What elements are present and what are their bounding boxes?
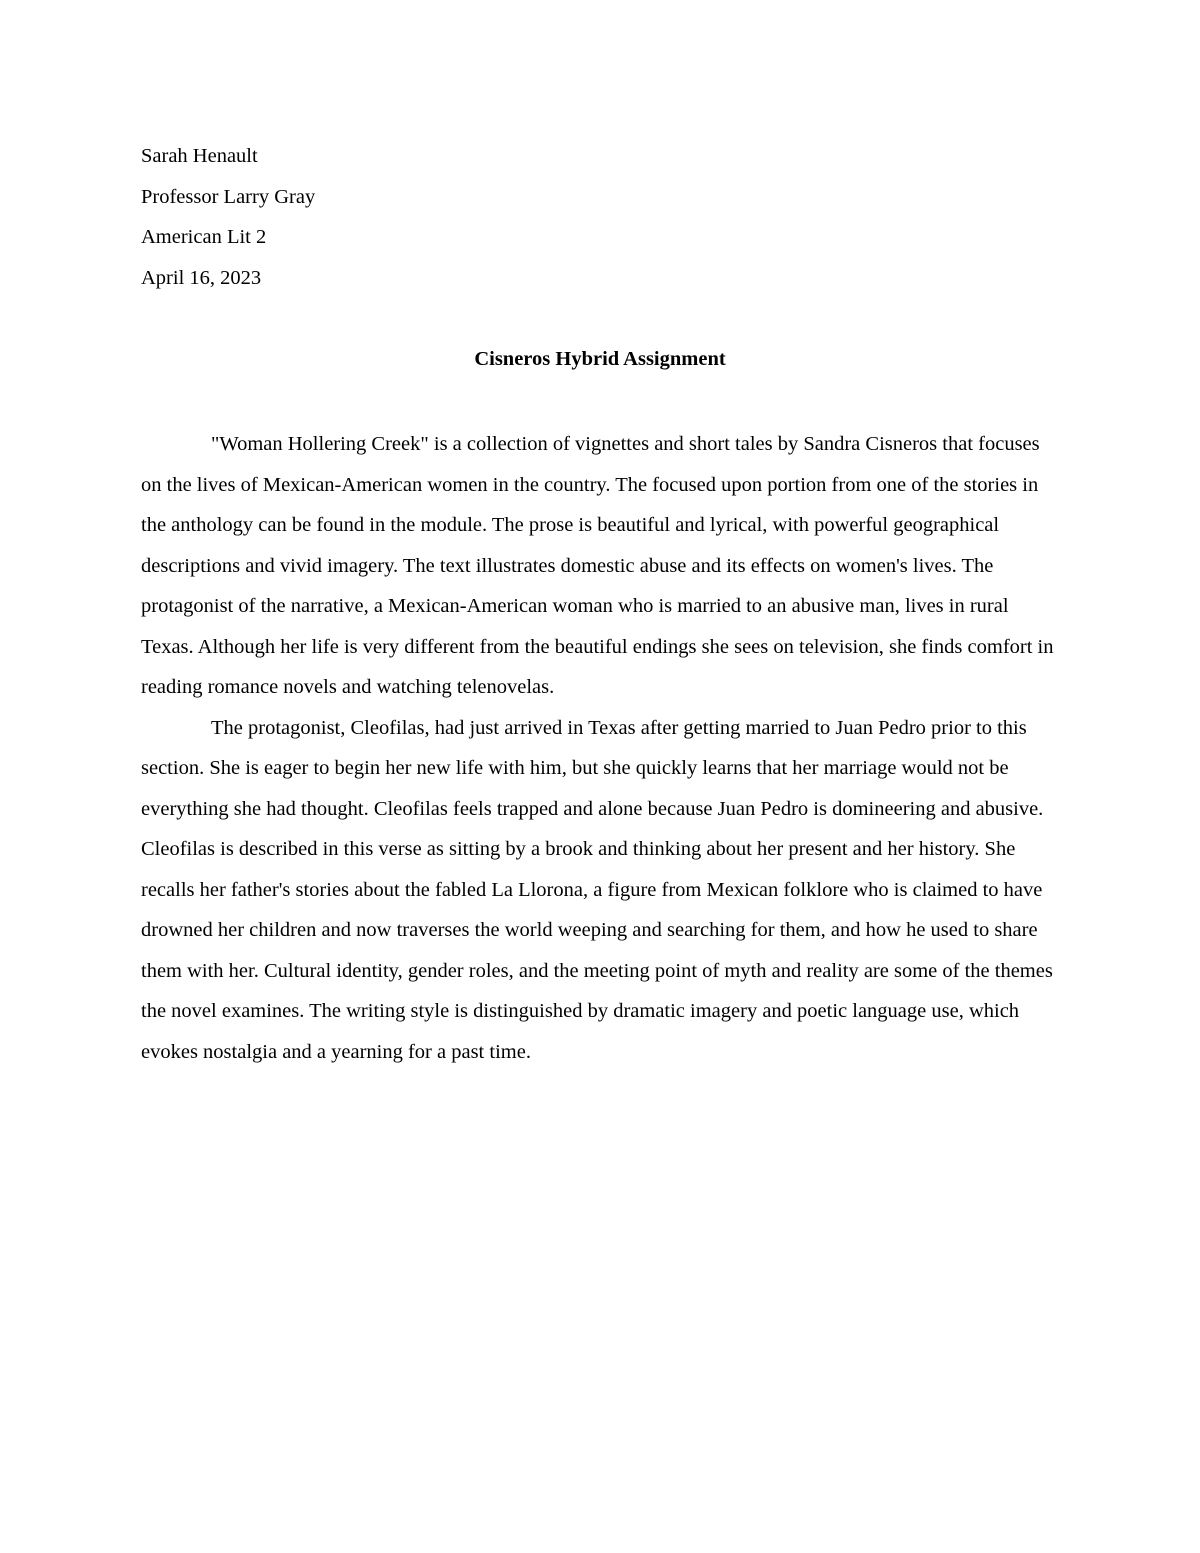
essay-date: April 16, 2023 [141,266,262,289]
essay-body [141,424,1061,1072]
course-name: American Lit 2 [141,226,267,248]
essay-header [141,141,1061,303]
body-paragraph: "Woman Hollering Creek" is a collection of vignettes and short tales by Sandra Cisneros that focuses on the lives of Mexican-American women in the country. The focused upon portion from one of the stories in the anthology can be found in the module. The prose is beautiful and lyrical, with powerful geographical descriptions and vivid imagery. The text illustrates domestic abuse and its effects on women's lives. The protagonist of the narrative, a Mexican-American woman who is married to an abusive man, lives in rural Texas. Although her life is very different from the beautiful endings she sees on television, she finds comfort in reading romance novels and watching telenovelas. [141,433,1054,698]
author-name: Sarah Henault [141,145,258,167]
instructor-name: Professor Larry Gray [141,185,316,208]
body-paragraph: The protagonist, Cleofilas, had just arrived in Texas after getting married to Juan Pedro prior to this section. She is eager to begin her new life with him, but she quickly learns that her marriage would not be everything she had thought. Cleofilas feels trapped and alone because Juan Pedro is domineering and abusive. Cleofilas is described in this verse as sitting by a brook and thinking about her present and her history. She recalls her father's stories about the fabled La Llorona, a figure from Mexican folklore who is claimed to have drowned her children and now traverses the world weeping and searching for them, and how he used to share them with her. Cultural identity, gender roles, and the meeting point of myth and reality are some of the themes the novel examines. The writing style is distinguished by dramatic imagery and poetic language use, which evokes nostalgia and a yearning for a past time. [141,716,1053,1063]
essay-title: Cisneros Hybrid Assignment [474,348,726,370]
